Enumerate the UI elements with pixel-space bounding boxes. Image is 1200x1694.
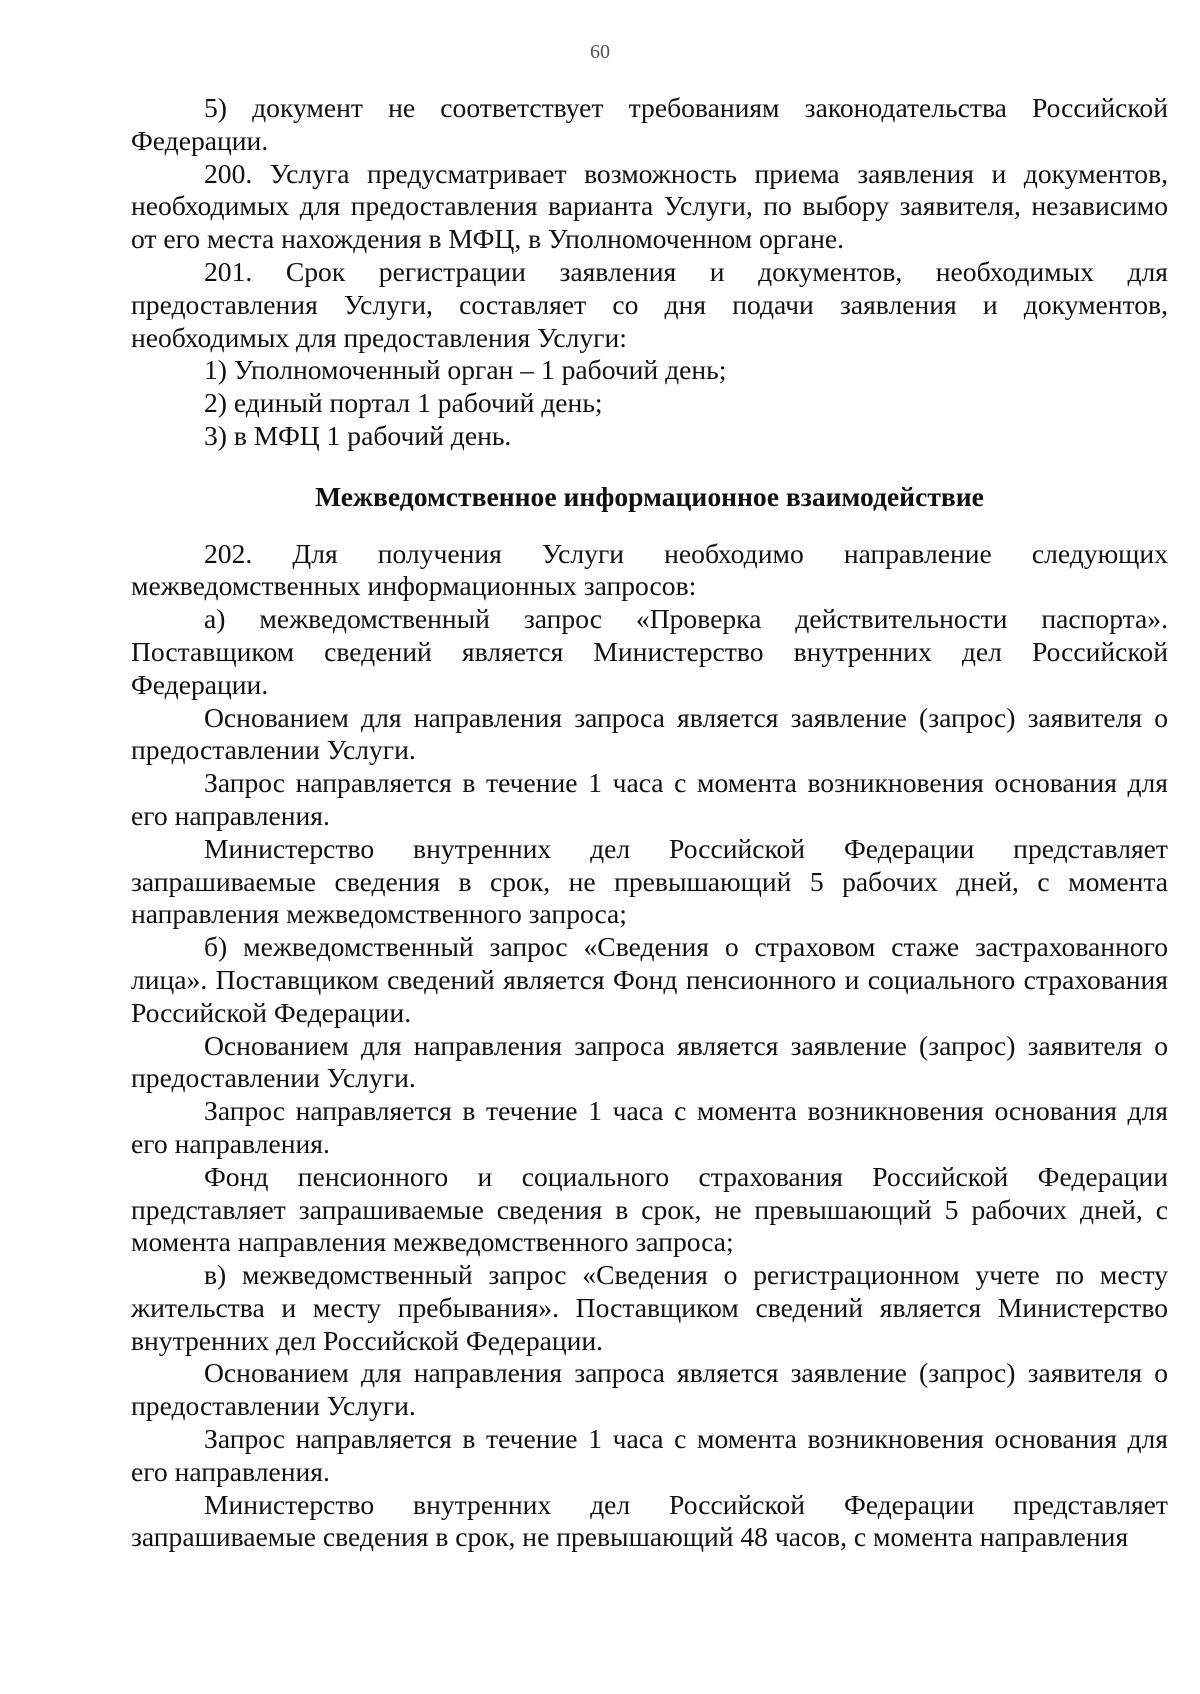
paragraph: Запрос направляется в течение 1 часа с момента возникновения основания для его направления.: [131, 767, 1168, 831]
paragraph: 202. Для получения Услуги необходимо направление следующих межведомственных информационных запросов:: [131, 537, 1168, 602]
paragraph: Основанием для направления запроса является заявление (запрос) заявителя о предоставлении Услуги.: [131, 1029, 1168, 1094]
paragraph: Запрос направляется в течение 1 часа с момента возникновения основания для его направления.: [131, 1095, 1168, 1159]
paragraph: 5) документ не соответствует требованиям законодательства Российской Федерации.: [131, 92, 1168, 156]
paragraph: Фонд пенсионного и социального страхования Российской Федерации представляет запрашиваемые сведения в срок, не превышающий 5 рабочих дней, с момента направления межведомственного запроса;: [131, 1160, 1168, 1258]
list-item: 3) в МФЦ 1 рабочий день.: [204, 419, 512, 451]
paragraph: Запрос направляется в течение 1 часа с момента возникновения основания для его направления.: [131, 1423, 1168, 1487]
paragraph: в) межведомственный запрос «Сведения о регистрационном учете по месту жительства и месту пребывания». Поставщиком сведений является Министерство внутренних дел Российской Федерации.: [131, 1259, 1168, 1356]
page-number: 60: [590, 41, 610, 63]
paragraph: б) межведомственный запрос «Сведения о страховом стаже застрахованного лица». Поставщиком сведений является Фонд пенсионного и социального страхования Российской Федерации.: [131, 931, 1168, 1028]
paragraph: а) межведомственный запрос «Проверка действительности паспорта». Поставщиком сведений является Министерство внутренних дел Российской Федерации.: [131, 603, 1168, 700]
paragraph: Министерство внутренних дел Российской Федерации представляет запрашиваемые сведения в срок, не превышающий 48 часов, с момента направления: [131, 1488, 1168, 1553]
paragraph: Основанием для направления запроса является заявление (запрос) заявителя о предоставлении Услуги.: [131, 1357, 1168, 1422]
document-body: [131, 92, 1168, 1554]
paragraph: Основанием для направления запроса является заявление (запрос) заявителя о предоставлении Услуги.: [131, 701, 1168, 766]
list-item: 1) Уполномоченный орган – 1 рабочий день;: [204, 354, 727, 386]
paragraph: 201. Срок регистрации заявления и документов, необходимых для предоставления Услуги, составляет со дня подачи заявления и документов, необходимых для предоставления Услуги:: [131, 255, 1168, 353]
paragraph: 200. Услуга предусматривает возможность приема заявления и документов, необходимых для предоставления варианта Услуги, по выбору заявителя, независимо от его места нахождения в МФЦ, в Уполномоченном органе.: [131, 157, 1168, 255]
section-heading: Межведомственное информационное взаимодействие: [315, 480, 984, 512]
list-item: 2) единый портал 1 рабочий день;: [204, 387, 603, 419]
paragraph: Министерство внутренних дел Российской Федерации представляет запрашиваемые сведения в срок, не превышающий 5 рабочих дней, с момента направления межведомственного запроса;: [131, 832, 1168, 930]
